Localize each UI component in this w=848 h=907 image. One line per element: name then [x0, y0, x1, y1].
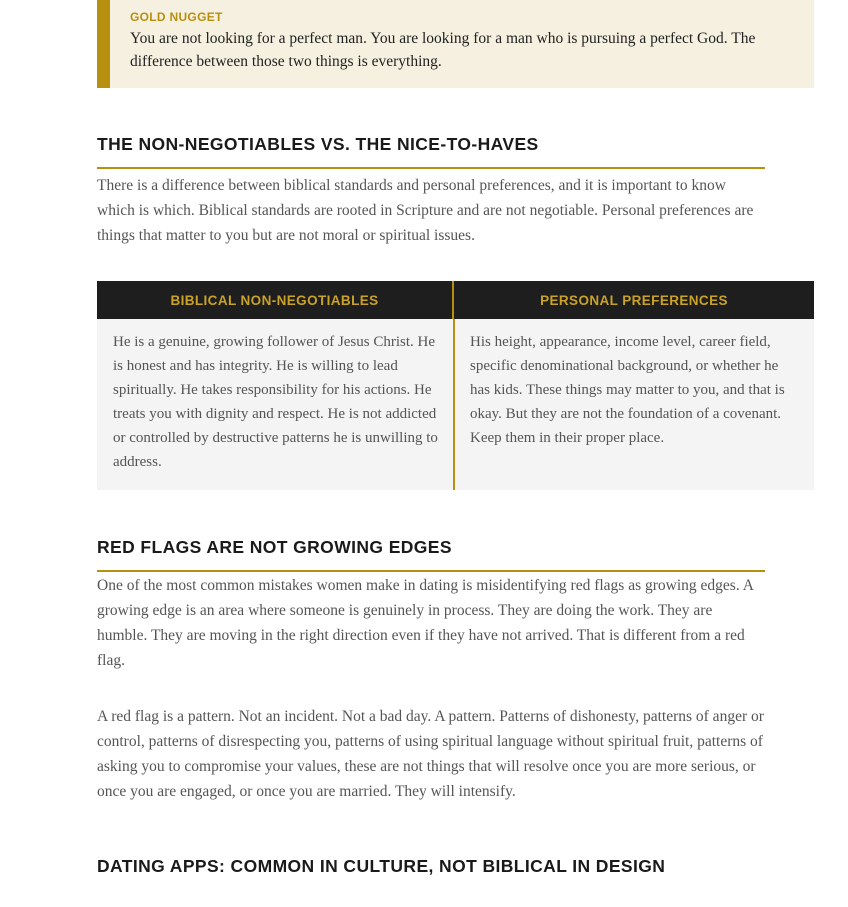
comparison-table: [97, 281, 814, 490]
section-dating-apps: [97, 856, 814, 889]
callout-text: You are not looking for a perfect man. You are looking for a man who is pursuing a perfect God. The difference between those two things is everything.: [130, 30, 756, 70]
section-paragraph: A red flag is a pattern. Not an incident. Not a bad day. A pattern. Patterns of dishonesty, patterns of anger or control, patterns of disrespecting you, patterns of using spiritual language without spiritual fruit, patterns of asking you to compromise your values, these are not things that will resolve once you are more serious, or once you are engaged, or once you are married. They will intensify.: [97, 708, 764, 800]
callout-label: GOLD NUGGET: [130, 10, 223, 24]
article-content: [97, 0, 814, 889]
column-text-preferences: His height, appearance, income level, career field, specific denominational background, or whether he has kids. These things may matter to you, and that is okay. But they are not the foundation of a covenant. Keep them in their proper place.: [470, 334, 785, 446]
section-red-flags: [97, 537, 814, 804]
column-text-non-negotiables: He is a genuine, growing follower of Jesus Christ. He is honest and has integrity. He is willing to lead spiritually. He takes responsibility for his actions. He treats you with dignity and respect. He is not addicted or controlled by destructive patterns he is unwilling to address.: [97, 319, 455, 490]
gold-nugget-callout: [97, 0, 814, 88]
comparison-header: [97, 281, 814, 319]
section-paragraph: One of the most common mistakes women make in dating is misidentifying red flags as growing edges. A growing edge is an area where someone is genuinely in process. They are doing the work. They are humble. They are moving in the right direction even if they have not arrived. That is different from a red flag.: [97, 577, 754, 669]
section-heading: DATING APPS: COMMON IN CULTURE, NOT BIBLICAL IN DESIGN: [97, 856, 666, 876]
section-non-negotiables: [97, 134, 814, 248]
column-header-non-negotiables: BIBLICAL NON-NEGOTIABLES: [97, 281, 454, 319]
comparison-body: [97, 319, 814, 490]
section-heading: THE NON-NEGOTIABLES VS. THE NICE-TO-HAVES: [97, 134, 765, 169]
column-header-preferences: PERSONAL PREFERENCES: [540, 292, 728, 308]
section-heading: RED FLAGS ARE NOT GROWING EDGES: [97, 537, 765, 572]
section-paragraph: There is a difference between biblical standards and personal preferences, and it is important to know which is which. Biblical standards are rooted in Scripture and are not negotiable. Personal preferences are things that matter to you but are not moral or spiritual issues.: [97, 177, 754, 244]
